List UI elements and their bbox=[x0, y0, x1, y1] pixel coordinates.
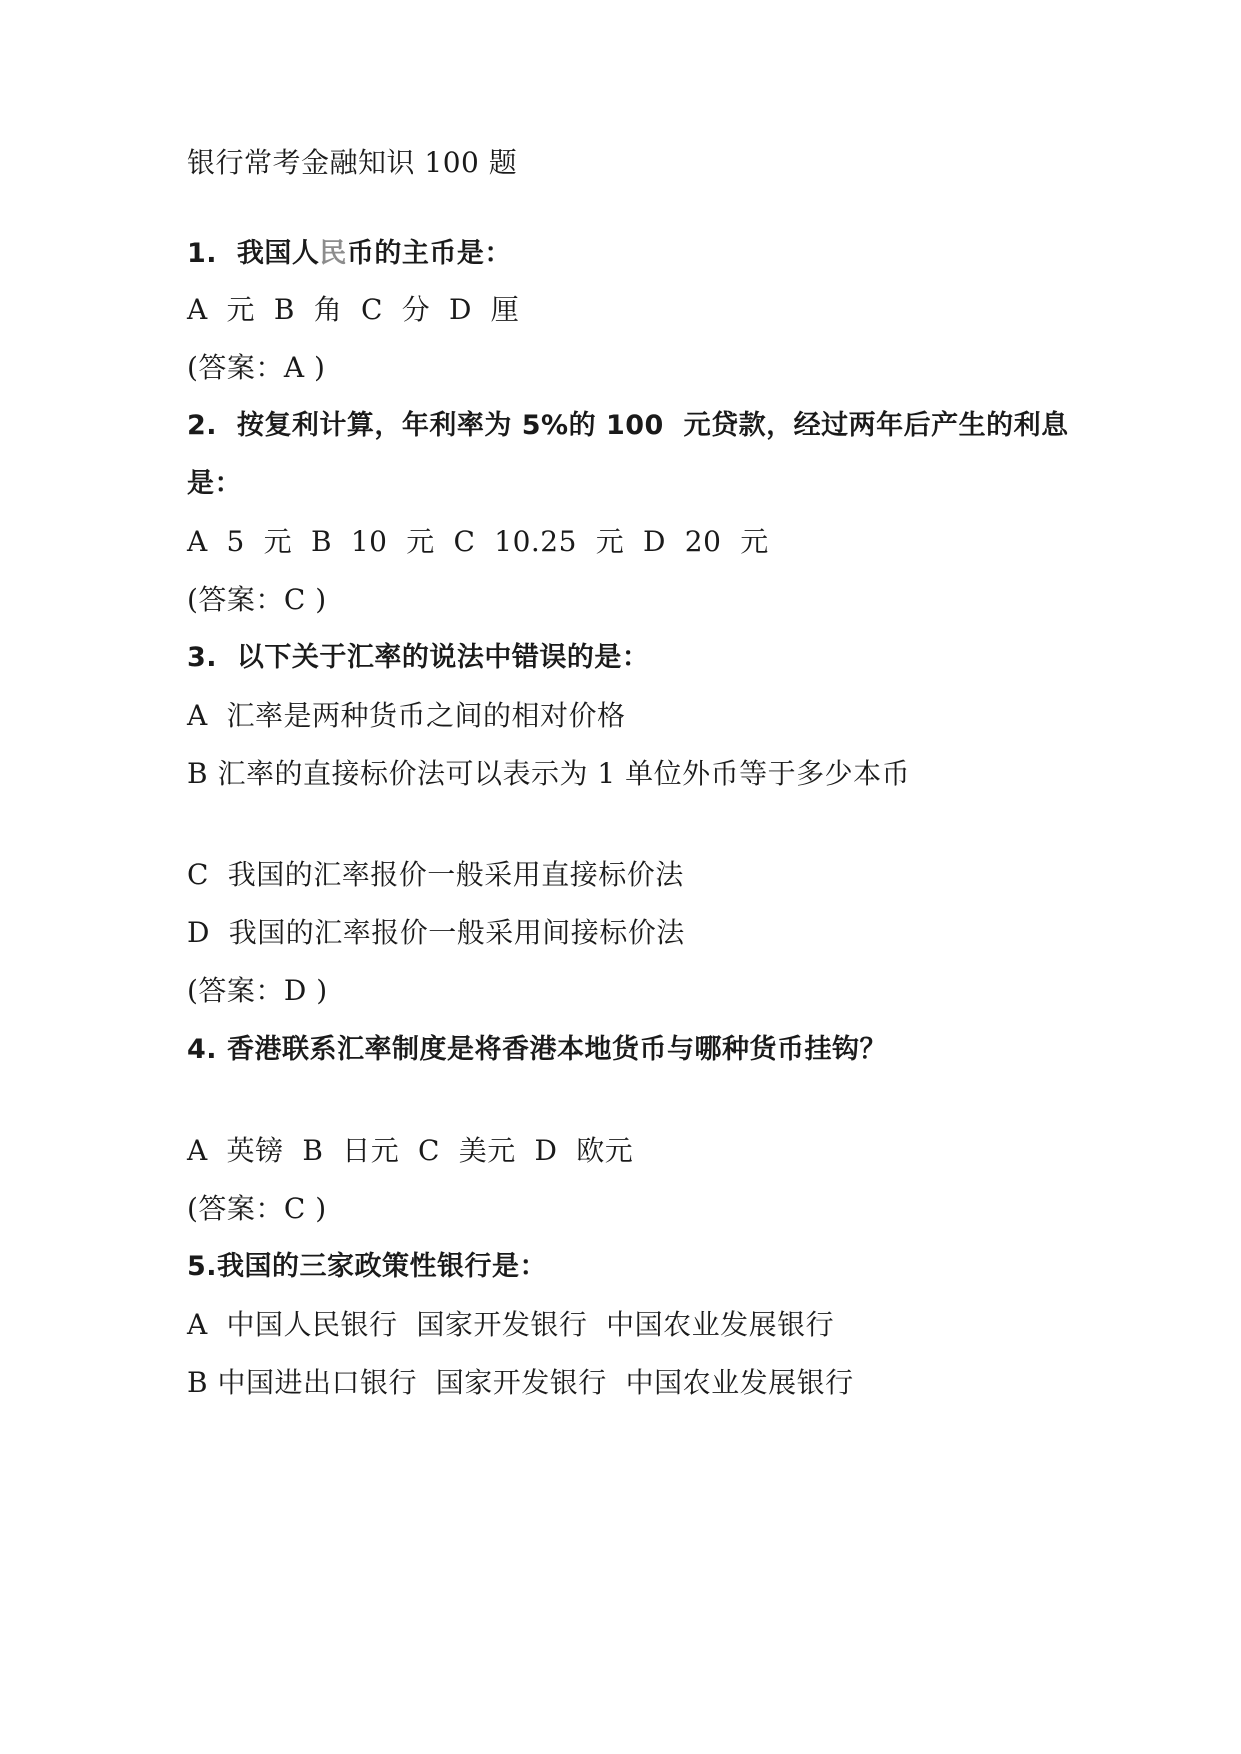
question-3-option-c: C 我国的汇率报价一般采用直接标价法 bbox=[187, 858, 684, 891]
document-title: 银行常考金融知识 100 题 bbox=[187, 146, 518, 179]
question-4: 4. 香港联系汇率制度是将香港本地货币与哪种货币挂钩？ bbox=[187, 1034, 887, 1065]
question-1-options: A 元 B 角 C 分 D 厘 bbox=[187, 293, 520, 326]
question-4-options: A 英镑 B 日元 C 美元 D 欧元 bbox=[187, 1134, 634, 1167]
question-1 bbox=[187, 234, 512, 274]
question-5-option-b: B 中国进出口银行 国家开发银行 中国农业发展银行 bbox=[187, 1366, 854, 1399]
question-2-line-2: 是： bbox=[187, 468, 242, 499]
question-1-answer: (答案：A ) bbox=[187, 351, 326, 384]
question-3: 3. 以下关于汇率的说法中错误的是： bbox=[187, 642, 650, 673]
question-2-line-1: 2. 按复利计算，年利率为 5%的 100 元贷款，经过两年后产生的利息 bbox=[187, 410, 1069, 441]
question-1-highlight-char: 民 bbox=[319, 238, 347, 269]
question-1-text-end: 币的主币是： bbox=[346, 238, 512, 269]
question-3-option-d: D 我国的汇率报价一般采用间接标价法 bbox=[187, 916, 685, 949]
question-3-answer: (答案：D ) bbox=[187, 974, 328, 1007]
question-5-option-a: A 中国人民银行 国家开发银行 中国农业发展银行 bbox=[187, 1308, 835, 1341]
question-4-answer: (答案：C ) bbox=[187, 1192, 327, 1225]
question-2-answer: (答案：C ) bbox=[187, 583, 327, 616]
question-2-options: A 5 元 B 10 元 C 10.25 元 D 20 元 bbox=[187, 525, 769, 558]
question-3-option-a: A 汇率是两种货币之间的相对价格 bbox=[187, 699, 626, 732]
question-5: 5.我国的三家政策性银行是： bbox=[187, 1251, 548, 1282]
question-3-option-b: B 汇率的直接标价法可以表示为 1 单位外币等于多少本币 bbox=[187, 757, 911, 790]
question-1-text-start: 1. 我国人 bbox=[187, 238, 320, 269]
